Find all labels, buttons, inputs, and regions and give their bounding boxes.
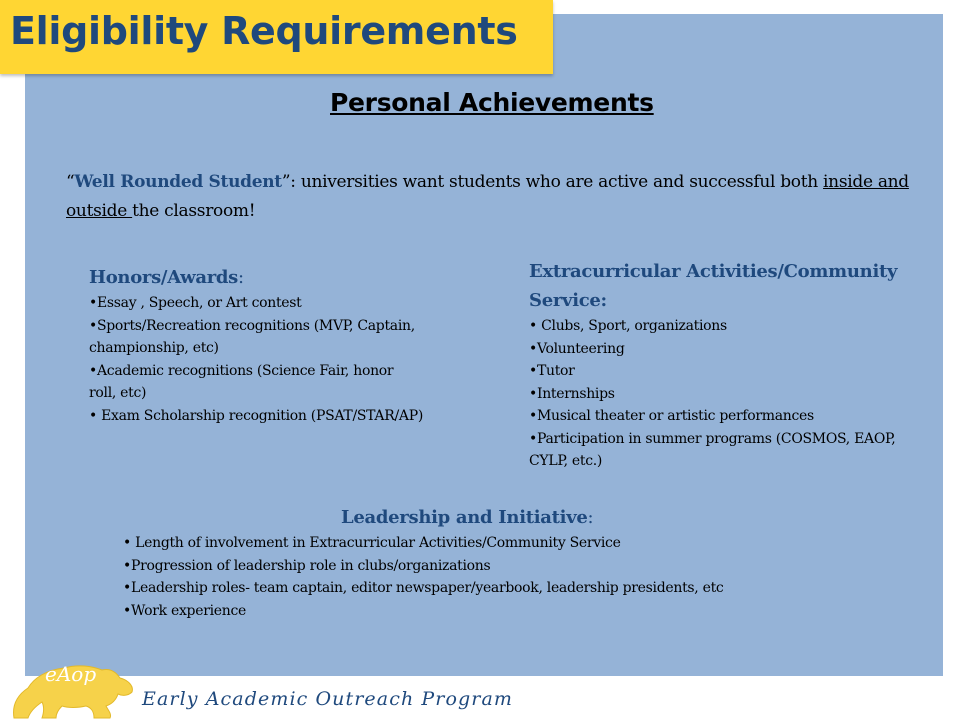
list-item: • Musical theater or artistic performances [529,405,929,428]
intro-paragraph [66,168,946,226]
extracurricular-list [529,315,929,473]
list-item: • Tutor [529,360,929,383]
list-item: • Essay , Speech, or Art contest [89,292,424,315]
list-item: • Progression of leadership role in clubs/organizations [123,555,843,578]
intro-underlined: inside and outside [66,172,909,221]
extracurricular-section [529,257,929,473]
list-item: • Internships [529,383,929,406]
intro-text-2: the classroom! [132,201,256,221]
honors-list [89,292,424,427]
intro-text-1: universities want students who are active and successful both [300,172,824,192]
list-item: • Length of involvement in Extracurricular Activities/Community Service [123,532,843,555]
page-title: Eligibility Requirements [10,9,518,53]
leadership-heading: Leadership and Initiative: [341,507,594,528]
honors-section [89,263,424,427]
list-item: • Work experience [123,600,843,623]
logo-text: eAop [45,662,97,686]
list-item: • Sports/Recreation recognitions (MVP, Captain, championship, etc) [89,315,424,360]
list-item: • Exam Scholarship recognition (PSAT/STAR/AP) [89,405,424,428]
honors-heading: Honors/Awards: [89,267,244,288]
section-subtitle: Personal Achievements [330,88,654,117]
list-item: • Volunteering [529,338,929,361]
extracurricular-heading: Extracurricular Activities/Community Service: [529,261,898,311]
close-quote: ”: [281,172,301,192]
intro-highlight: Well Rounded Student [74,172,282,192]
leadership-section [123,503,843,622]
list-item: • Participation in summer programs (COSMOS, EAOP, CYLP, etc.) [529,428,929,473]
list-item: • Academic recognitions (Science Fair, honor roll, etc) [89,360,424,405]
list-item: • Clubs, Sport, organizations [529,315,929,338]
title-banner [0,0,553,74]
open-quote: “ [66,172,75,192]
program-name: Early Academic Outreach Program [142,688,514,710]
leadership-list [123,532,843,622]
list-item: • Leadership roles- team captain, editor newspaper/yearbook, leadership presidents, etc [123,577,843,600]
